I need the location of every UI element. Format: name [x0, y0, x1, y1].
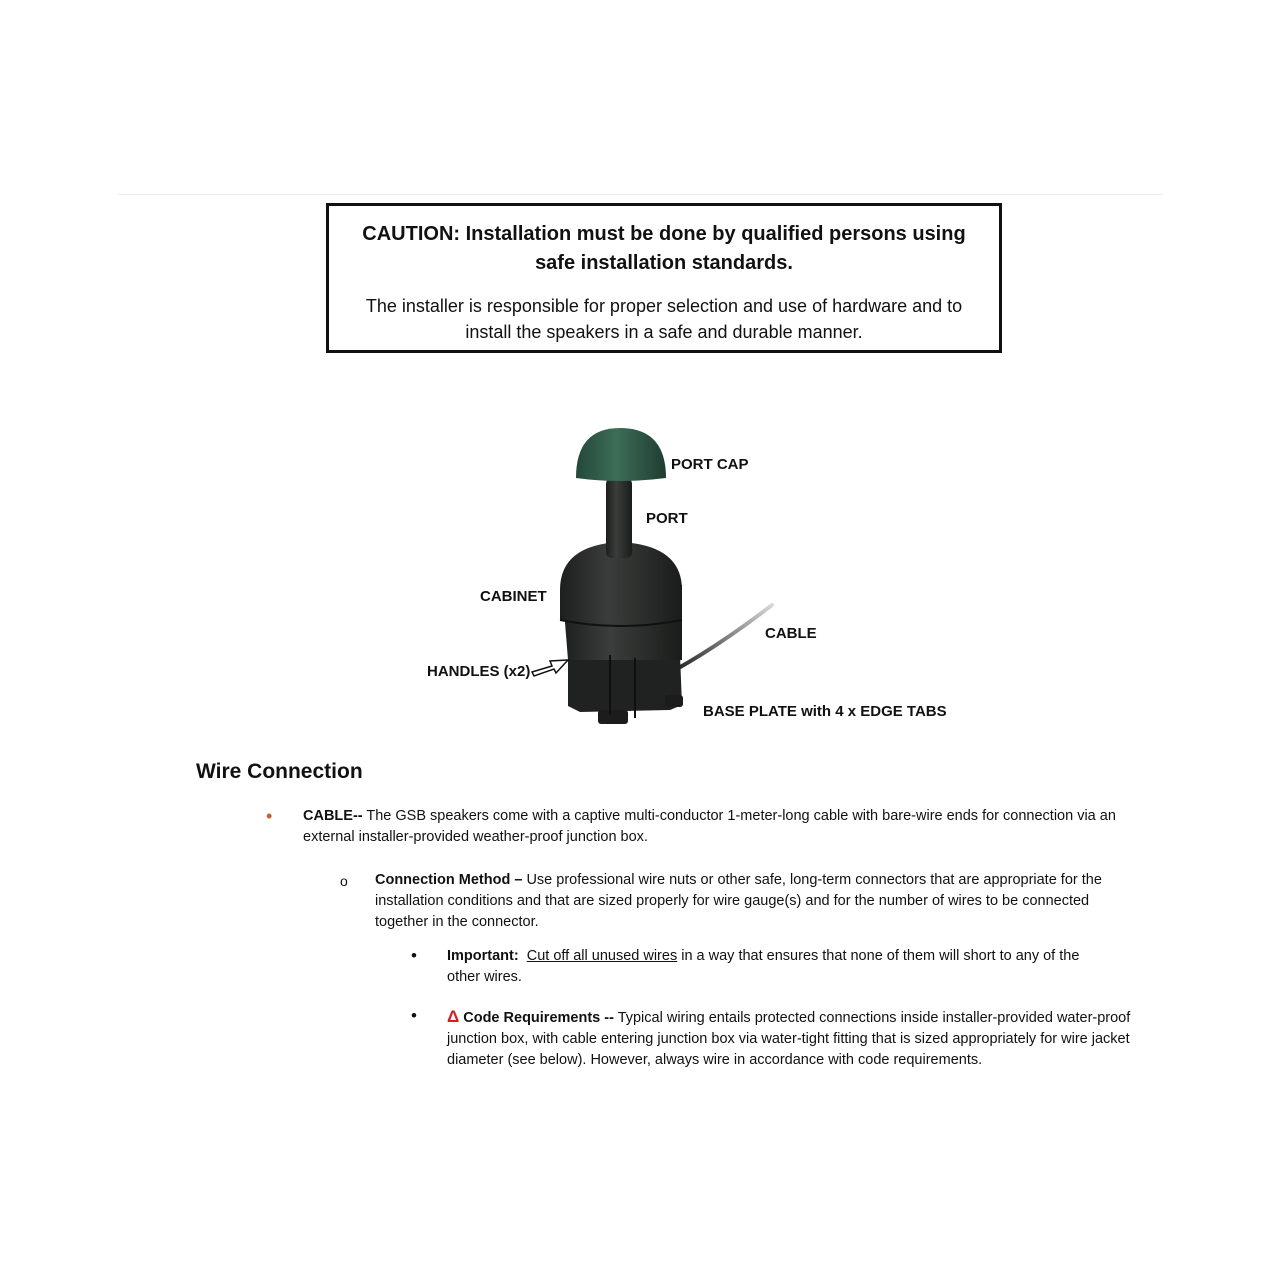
- bullet-dot-icon: •: [411, 946, 417, 965]
- list-item-connection-method: [375, 870, 1125, 933]
- speaker-diagram: [420, 420, 980, 750]
- cable-label: CABLE--: [303, 808, 363, 824]
- list-item-important: [447, 946, 1112, 988]
- important-label: Important:: [447, 948, 519, 964]
- edge-tab-right: [665, 695, 683, 707]
- code-text: Typical wiring entails protected connections inside installer-provided water-proof junction box, with cable entering junction box via water-tight fitting that is sized appropriately for wire jacket diameter (see below). However, always wire in accordance with code requirements.: [447, 1010, 1131, 1068]
- cable-text: The GSB speakers come with a captive multi-conductor 1-meter-long cable with bare-wire ends for connection via an external installer-provided weather-proof junction box.: [303, 808, 1116, 845]
- method-label: Connection Method –: [375, 872, 523, 888]
- label-port-cap: PORT CAP: [671, 456, 749, 473]
- caution-body: The installer is responsible for proper selection and use of hardware and to install the speakers in a safe and durable manner.: [365, 296, 963, 342]
- important-underlined: Cut off all unused wires: [526, 948, 678, 964]
- port-cap-shape: [576, 428, 666, 481]
- page-top-rule: [118, 194, 1163, 195]
- method-text: Use professional wire nuts or other safe, long-term connectors that are appropriate for the installation conditions and that are sized properly for wire gauge(s) and for the number of wires to be connected together in the connector.: [375, 872, 1102, 930]
- label-cabinet: CABINET: [480, 588, 547, 605]
- bullet-circle-icon: o: [340, 873, 348, 889]
- label-port: PORT: [646, 510, 688, 527]
- bullet-dot-icon: •: [411, 1006, 417, 1025]
- list-item-code-requirements: [447, 1006, 1137, 1071]
- code-label: Code Requirements --: [463, 1010, 614, 1026]
- port-tube: [606, 478, 632, 558]
- cable-shape: [675, 605, 772, 670]
- edge-tab-left: [598, 710, 628, 724]
- label-base-plate: BASE PLATE with 4 x EDGE TABS: [703, 703, 947, 720]
- delta-warning-icon: Δ: [447, 1007, 460, 1026]
- important-text: in a way that ensures that none of them will short to any of the other wires.: [447, 948, 1080, 985]
- caution-title: CAUTION: Installation must be done by qualified persons using safe installation standards.: [362, 223, 966, 274]
- bullet-dot-icon: •: [266, 806, 273, 826]
- section-heading: Wire Connection: [196, 760, 363, 783]
- list-item-cable: [303, 806, 1128, 848]
- label-cable: CABLE: [765, 625, 817, 642]
- caution-box: [326, 203, 1002, 353]
- base-plate-shape: [568, 655, 682, 712]
- handles-arrow: [532, 660, 568, 676]
- label-handles: HANDLES (x2): [427, 663, 531, 680]
